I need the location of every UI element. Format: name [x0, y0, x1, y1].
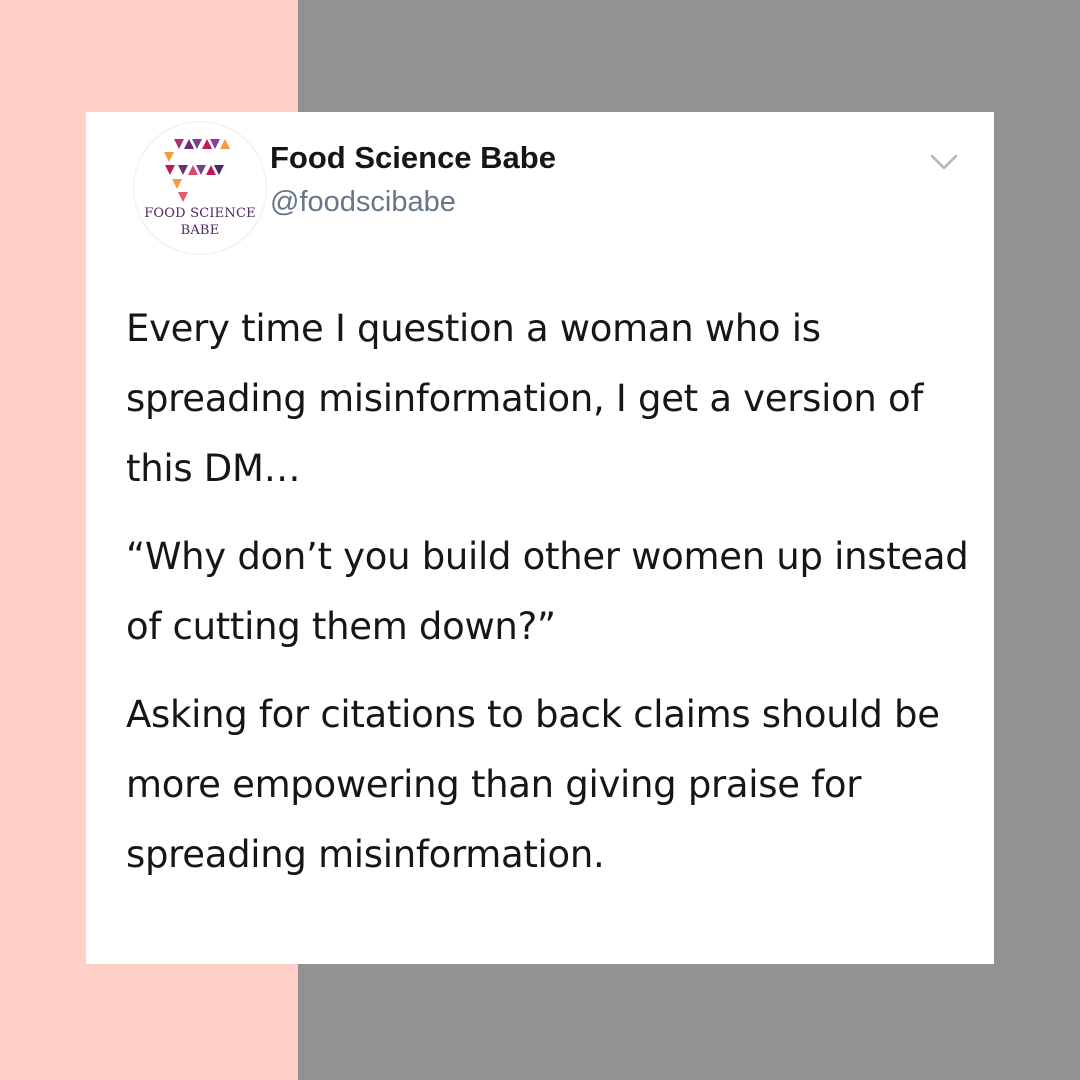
chevron-down-icon[interactable]: [924, 142, 964, 182]
author-handle[interactable]: @foodscibabe: [270, 186, 456, 218]
avatar-logo-text-line2: BABE: [180, 223, 220, 238]
author-display-name[interactable]: Food Science Babe: [270, 140, 556, 175]
tweet-card: [86, 112, 994, 964]
tweet-paragraph-2: “Why don’t you build other women up instead of cutting them down?”: [126, 535, 969, 648]
tweet-paragraph-3: Asking for citations to back claims should be more empowering than giving praise for spreading misinformation.: [126, 693, 940, 876]
tweet-text: [126, 294, 976, 890]
avatar-logo-text-line1: FOOD SCIENCE: [144, 206, 256, 221]
tweet-paragraph-1: Every time I question a woman who is spreading misinformation, I get a version of this DM…: [126, 307, 924, 490]
avatar[interactable]: [134, 122, 266, 254]
